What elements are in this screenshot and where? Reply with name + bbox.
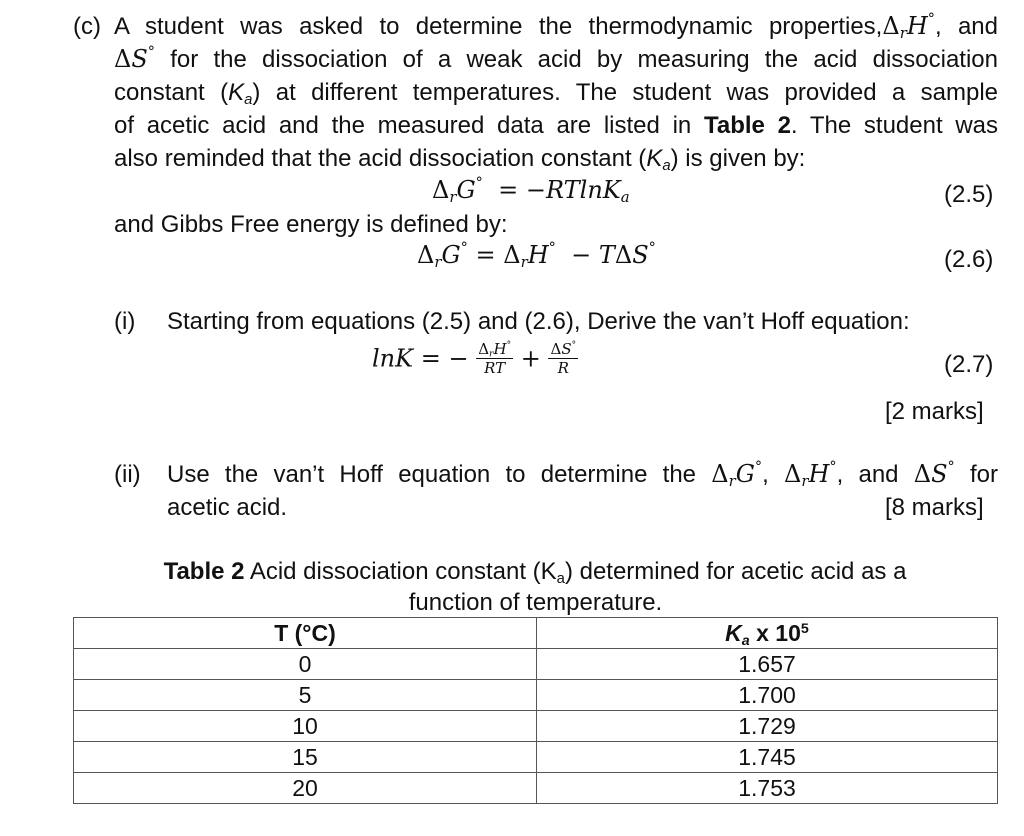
equation-number-2-7: (2.7) <box>944 351 994 378</box>
intro-line-1: A student was asked to determine the thermodynamic $properties,\Delta_rH^\circ$, and <box>114 11 998 43</box>
table-row <box>74 680 998 711</box>
ka-symbol: $K_a$ <box>646 145 671 175</box>
intro-text: A student was asked to determine the thermodynamic properties, <box>114 13 883 40</box>
cell-temperature: 10 <box>74 711 537 742</box>
header-ka: $K_a$ x $10^5$ <box>537 618 998 649</box>
question-ii-marks: [8 marks] <box>885 494 984 521</box>
equation-number-2-5: (2.5) <box>944 181 994 208</box>
cell-ka: 1.700 <box>537 680 998 711</box>
equation-2-7: lnK = − $\frac{\Delta_rH^\circ}{RT}$ + $\frac{\Delta S^\circ}{R}$ <box>372 340 577 377</box>
intro-line-4: of acetic acid and the measured data are listed in Table 2. The student was <box>114 112 999 139</box>
gibbs-intro: and Gibbs Free energy is defined by: <box>114 211 508 238</box>
question-ii-label: (ii) <box>114 461 141 488</box>
fraction-entropy-over-r: $\frac{\Delta S^\circ}{R}$ <box>550 340 577 377</box>
intro-line-3: constant $(K_a)$ at different temperatures. The student was provided a sample <box>114 79 998 109</box>
question-i-marks: [2 marks] <box>885 398 984 425</box>
ka-temperature-table <box>73 617 998 804</box>
cell-ka: 1.729 <box>537 711 998 742</box>
entropy-symbol: ΔS° <box>114 44 155 73</box>
cell-ka: 1.657 <box>537 649 998 680</box>
table-row <box>74 773 998 804</box>
table-row <box>74 742 998 773</box>
equation-2-5: $\Delta_rG^\circ = -RTlnK_a$ <box>432 175 630 207</box>
question-i-label: (i) <box>114 308 136 335</box>
table-header-row <box>74 618 998 649</box>
equation-number-2-6: (2.6) <box>944 246 994 273</box>
table-2-ref: Table 2 <box>703 112 791 139</box>
table-row <box>74 649 998 680</box>
question-i-text: Starting from equations (2.5) and (2.6), Derive the van’t Hoff equation: <box>167 308 910 335</box>
cell-temperature: 20 <box>74 773 537 804</box>
cell-temperature: 15 <box>74 742 537 773</box>
table-caption-line-1: Table 2 Acid dissociation constant $(K_a)$ determined for acetic acid as a <box>163 558 907 588</box>
question-ii-text-line-2: acetic acid. <box>167 494 288 521</box>
ka-symbol: $K_a$ <box>228 79 253 109</box>
enthalpy-symbol: $\Delta_rH^\circ$ <box>882 11 935 43</box>
intro-line-5: also reminded that the acid dissociation constant $(K_a)$ is given by: <box>114 145 806 175</box>
part-c-label: (c) <box>73 13 101 40</box>
cell-ka: 1.753 <box>537 773 998 804</box>
header-temperature: T (°C) <box>74 618 537 649</box>
question-ii-text: Use the van’t Hoff equation to determine the $\Delta_rG^\circ$, $\Delta_rH^\circ$, and ΔS° for <box>167 459 998 491</box>
cell-temperature: 5 <box>74 680 537 711</box>
table-caption-line-2: function of temperature. <box>408 589 663 616</box>
fraction-enthalpy-over-rt: $\frac{\Delta_rH^\circ}{RT}$ <box>478 340 512 377</box>
table-row <box>74 711 998 742</box>
cell-temperature: 0 <box>74 649 537 680</box>
cell-ka: 1.745 <box>537 742 998 773</box>
intro-line-2: ΔS° for the dissociation of a weak acid by measuring the acid dissociation <box>114 44 998 73</box>
equation-2-6: $\Delta_rG^\circ = \Delta_rH^\circ - T\Delta S^\circ$ <box>417 240 656 272</box>
